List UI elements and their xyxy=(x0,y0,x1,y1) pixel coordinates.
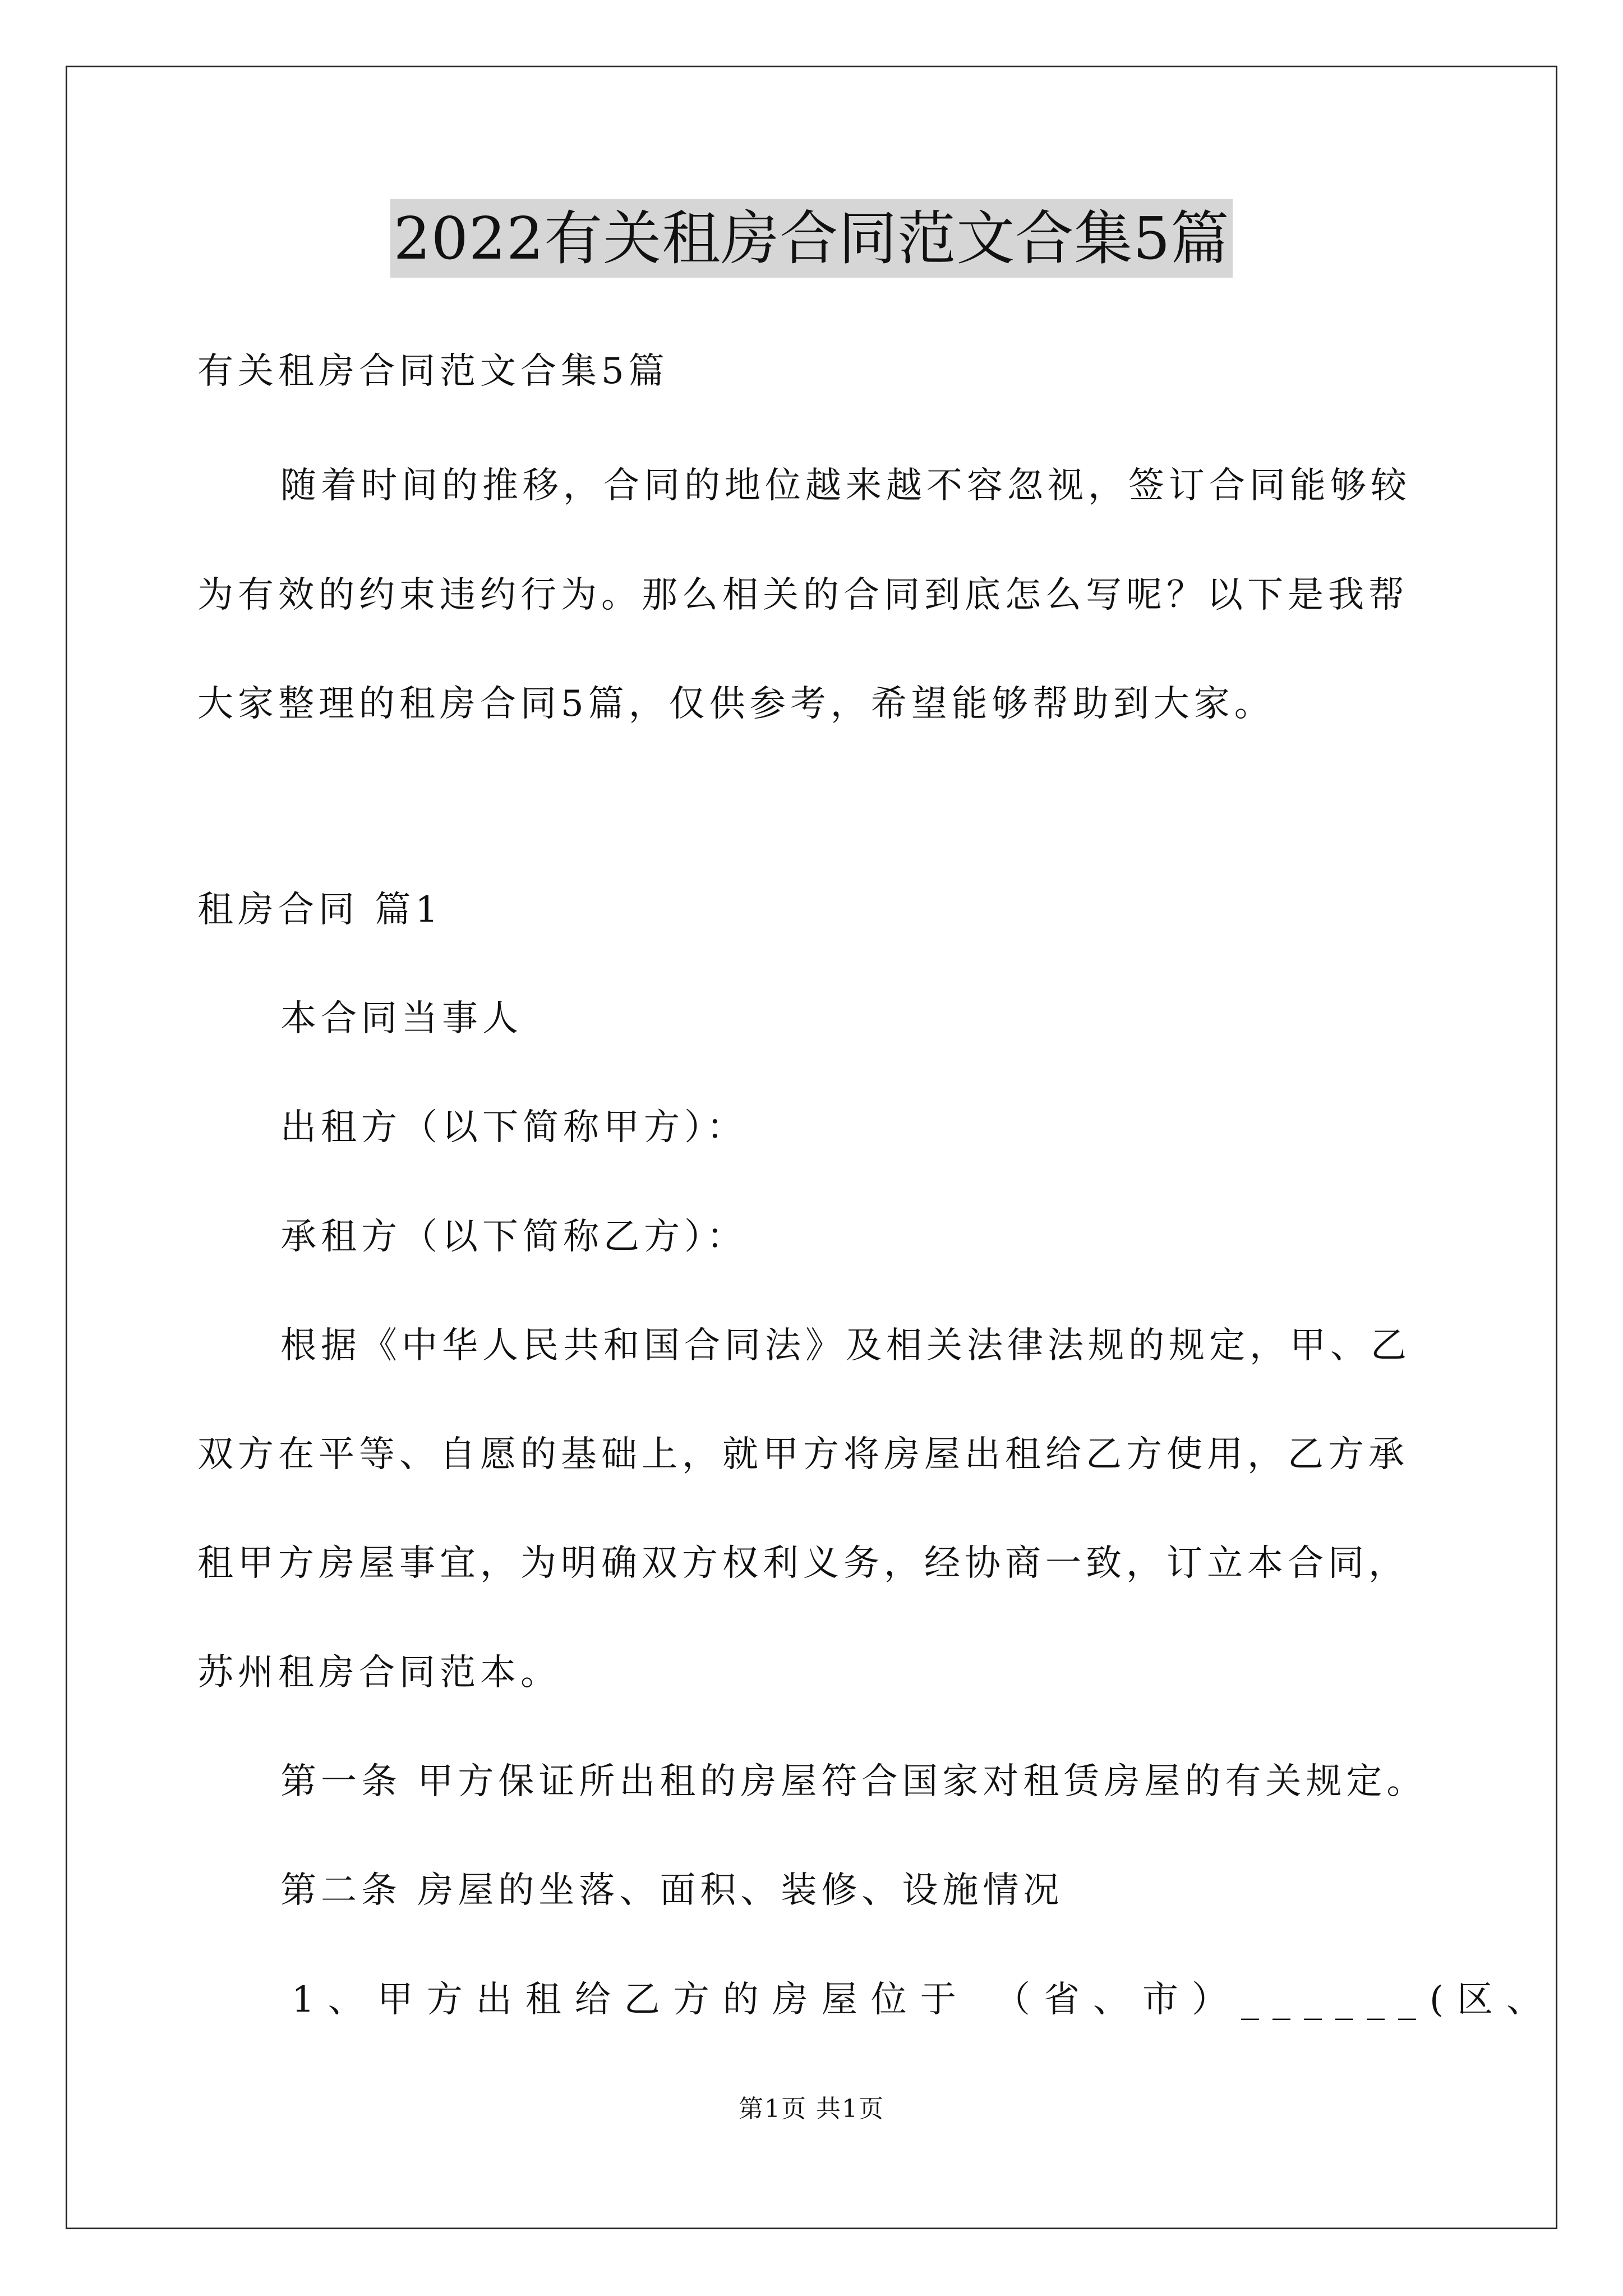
clause-1: 1、甲方出租给乙方的房屋位于 （省、市）______(区、 xyxy=(292,1979,1556,2021)
preamble-line-1: 根据《中华人民共和国合同法》及相关法律法规的规定，甲、乙 xyxy=(280,1325,1411,1366)
lessor-line: 出租方（以下简称甲方）： xyxy=(280,1107,747,1148)
section-heading: 租房合同 篇1 xyxy=(197,889,443,931)
intro-line-1: 随着时间的推移，合同的地位越来越不容忽视，签订合同能够较 xyxy=(280,465,1411,507)
title-container xyxy=(0,199,1623,278)
preamble-line-4: 苏州租房合同范本。 xyxy=(197,1652,561,1694)
preamble-line-2: 双方在平等、自愿的基础上，就甲方将房屋出租给乙方使用，乙方承 xyxy=(197,1434,1409,1475)
intro-line-2: 为有效的约束违约行为。那么相关的合同到底怎么写呢？以下是我帮 xyxy=(197,574,1409,616)
document-subtitle: 有关租房合同范文合集5篇 xyxy=(197,351,669,392)
lessee-line: 承租方（以下简称乙方）： xyxy=(280,1216,747,1258)
parties-intro: 本合同当事人 xyxy=(280,998,523,1039)
preamble-line-3: 租甲方房屋事宜，为明确双方权利义务，经协商一致，订立本合同， xyxy=(197,1543,1409,1584)
document-title: 2022有关租房合同范文合集5篇 xyxy=(390,199,1233,278)
page-footer: 第1页 共1页 xyxy=(739,2095,884,2123)
intro-line-3: 大家整理的租房合同5篇，仅供参考，希望能够帮助到大家。 xyxy=(197,683,1275,725)
article-1: 第一条 甲方保证所出租的房屋符合国家对租赁房屋的有关规定。 xyxy=(280,1761,1427,1802)
article-2: 第二条 房屋的坐落、面积、装修、设施情况 xyxy=(280,1870,1064,1911)
